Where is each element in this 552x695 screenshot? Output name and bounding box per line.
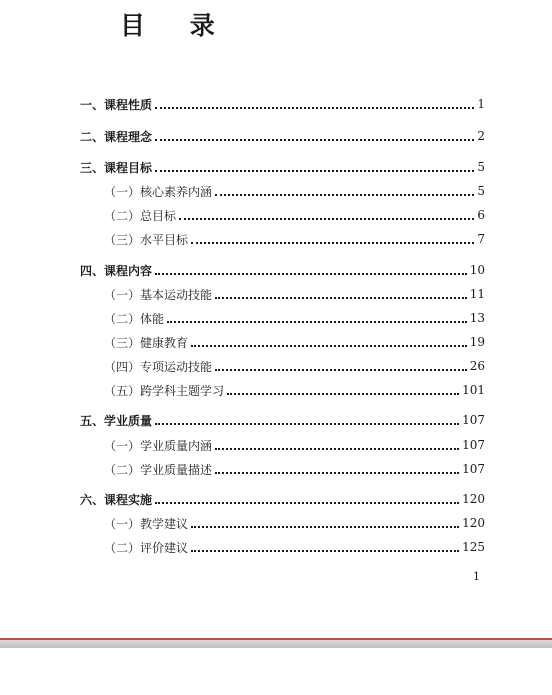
toc-entry-4-4[interactable] (80, 357, 485, 375)
toc-entry-6-2[interactable] (80, 538, 485, 556)
dot-leader (191, 549, 459, 552)
toc-entry-3-3[interactable] (80, 230, 485, 248)
toc-entry-page: 5 (477, 184, 485, 198)
toc-entry-4-3[interactable] (80, 333, 485, 351)
toc-entry-page: 7 (477, 232, 485, 246)
toc-entry-page: 2 (477, 129, 485, 143)
toc-entry-label: 四、课程内容 (80, 263, 153, 278)
toc-entry-label: （二）评价建议 (104, 540, 189, 555)
toc-entry-page: 11 (469, 287, 485, 301)
dot-leader (155, 422, 459, 425)
toc-entry-label: （一）基本运动技能 (104, 287, 213, 302)
toc-entry-6[interactable] (80, 490, 485, 508)
dot-leader (155, 169, 474, 172)
toc-entry-page: 125 (462, 540, 485, 554)
toc-entry-3[interactable] (80, 158, 485, 176)
toc-entry-4-2[interactable] (80, 309, 485, 327)
dot-leader (215, 368, 467, 371)
toc-entry-label: （二）体能 (104, 311, 165, 326)
next-page-area (0, 648, 552, 695)
dot-leader (215, 193, 474, 196)
toc-entry-page: 107 (462, 462, 485, 476)
dot-leader (191, 525, 459, 528)
dot-leader (155, 138, 474, 141)
dot-leader (227, 392, 459, 395)
toc-entry-label: （一）教学建议 (104, 516, 189, 531)
toc-entry-5-2[interactable] (80, 460, 485, 478)
dot-leader (167, 320, 467, 323)
toc-entry-3-1[interactable] (80, 182, 485, 200)
toc-entry-page: 107 (462, 413, 485, 427)
dot-leader (155, 106, 474, 109)
toc-entry-4[interactable] (80, 261, 485, 279)
toc-entry-page: 6 (477, 208, 485, 222)
toc-entry-label: （二）学业质量描述 (104, 462, 213, 477)
toc-entry-label: 五、学业质量 (80, 413, 153, 428)
toc-entry-page: 19 (469, 335, 485, 349)
dot-leader (215, 296, 467, 299)
toc-entry-label: （一）核心素养内涵 (104, 184, 213, 199)
toc-entry-2[interactable] (80, 127, 485, 145)
toc-entry-page: 1 (477, 97, 485, 111)
toc-entry-label: （三）水平目标 (104, 232, 189, 247)
toc-entry-label: （五）跨学科主题学习 (104, 383, 225, 398)
toc-entry-page: 26 (469, 359, 485, 373)
toc-entry-label: （一）学业质量内涵 (104, 438, 213, 453)
toc-entry-5[interactable] (80, 411, 485, 429)
toc-entry-4-5[interactable] (80, 381, 485, 399)
toc-entry-6-1[interactable] (80, 514, 485, 532)
dot-leader (155, 272, 467, 275)
dot-leader (155, 501, 459, 504)
toc-entry-1[interactable] (80, 95, 485, 113)
dot-leader (191, 344, 467, 347)
toc-entry-page: 5 (477, 160, 485, 174)
toc-entry-label: 一、课程性质 (80, 97, 153, 112)
dot-leader (191, 241, 474, 244)
toc-entry-5-1[interactable] (80, 436, 485, 454)
toc-entry-page: 13 (469, 311, 485, 325)
page-title: 目 录 (120, 11, 233, 40)
toc-entry-page: 101 (462, 383, 485, 397)
toc-entry-page: 120 (462, 516, 485, 530)
toc-entry-label: 六、课程实施 (80, 492, 153, 507)
toc-entry-label: （三）健康教育 (104, 335, 189, 350)
toc-entry-label: （二）总目标 (104, 208, 177, 223)
toc-entry-label: 二、课程理念 (80, 129, 153, 144)
toc-entry-label: （四）专项运动技能 (104, 359, 213, 374)
toc-entry-4-1[interactable] (80, 285, 485, 303)
dot-leader (179, 217, 474, 220)
toc-entry-page: 120 (462, 492, 485, 506)
dot-leader (215, 447, 459, 450)
toc-entry-page: 107 (462, 438, 485, 452)
toc-entry-3-2[interactable] (80, 206, 485, 224)
page-separator (0, 640, 552, 648)
toc-entry-label: 三、课程目标 (80, 160, 153, 175)
toc-entry-page: 10 (469, 263, 485, 277)
dot-leader (215, 471, 459, 474)
page-number: 1 (473, 570, 480, 583)
